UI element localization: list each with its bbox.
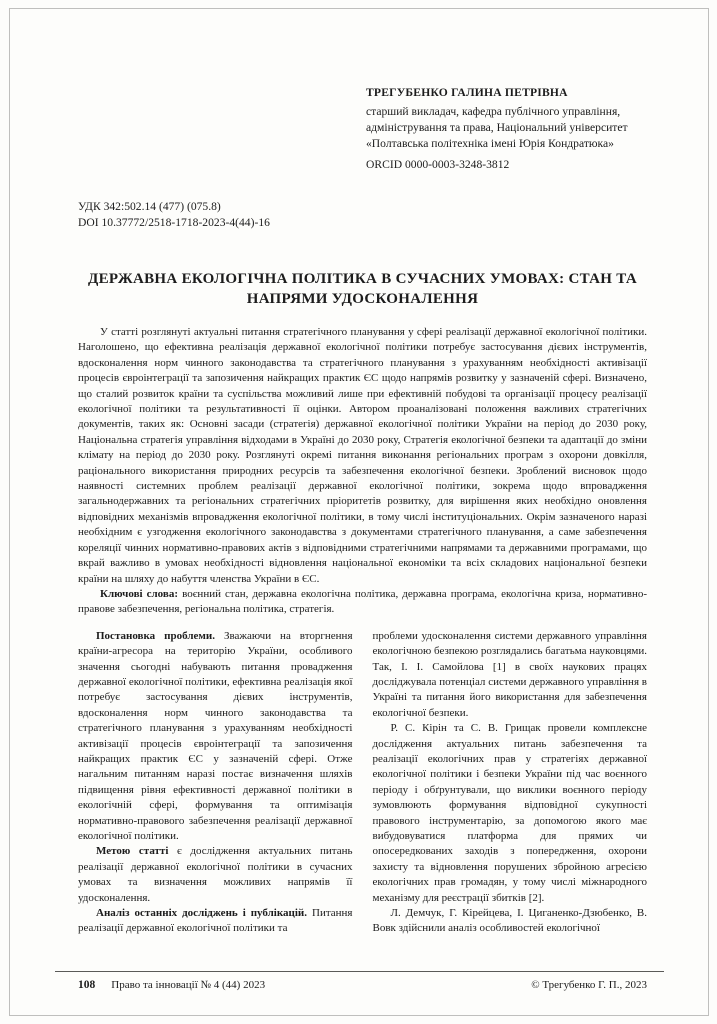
author-affiliation: старший викладач, кафедра публічного управління, адміністрування та права, Національний університет «Полтавська політехніка імені Юрія Кондратюка»: [366, 105, 628, 150]
paragraph: [373, 906, 648, 937]
udk-code: УДК 342:502.14 (477) (075.8): [78, 200, 221, 213]
paragraph-text: Л. Демчук, Г. Кірейцева, І. Циганенко-Дзюбенко, В. Вовк здійснили аналіз особливостей екологічної: [372, 907, 647, 935]
author-block: [366, 85, 647, 173]
keywords-text: воєнний стан, державна екологічна політика, державна програма, екологічна криза, нормативно-правове забезпечення, регіональна політика, стратегія.: [78, 587, 648, 616]
paragraph: [373, 721, 648, 906]
paragraph-lead: Постановка проблеми.: [96, 629, 215, 642]
paragraph-lead: Метою статті: [96, 845, 169, 858]
paragraph-text: Р. С. Кірін та С. В. Грищак провели комплексне дослідження актуальних питань забезпечення та реалізації екологічних прав у стратегіях державної екологічної політики і безпеки України під час воєнного періоду і обґрунтували, що виклики воєнного періоду зумовлюють формування відповідної сукупності правового інструментарію, за допомогою якого має вибудовуватися платформа для прямих чи опосередкованих заходів з попередження, охорони захисту та відновлення порушених збройною агресією екологічних прав громадян, у тому числі міжнародного механізму для реєстрації збитків [2].: [372, 722, 647, 904]
article-title: ДЕРЖАВНА ЕКОЛОГІЧНА ПОЛІТИКА В СУЧАСНИХ УМОВАХ: СТАН ТА НАПРЯМИ УДОСКОНАЛЕННЯ: [88, 271, 637, 307]
column-right: [373, 629, 648, 937]
author-name: ТРЕГУБЕНКО ГАЛИНА ПЕТРІВНА: [366, 86, 568, 99]
page-number: 108: [78, 979, 96, 991]
paragraph: [78, 906, 353, 937]
keywords-label: Ключові слова:: [100, 587, 179, 600]
paragraph-text: Зважаючи на вторгнення країни-агресора на територію України, особливого значення сьогодні набувають питання провадження державної екологічної політики, ефективна реалізація якої потребує застосування дієвих інструментів, вдосконалення норм чинного законодавства та стратегічного планування з урахуванням необхідності активізації процесів євроінтеграції та запозичення найкращих практик ЄС у зазначеній сфері. Отже нагальним питанням наразі постає визначення шляхів підвищення рівня ефективності державної політики в екологічній сфері, формування та оптимізація нормативно-правового забезпечення реалізації державної екологічної політики.: [78, 629, 353, 842]
page-content: [78, 0, 647, 937]
doi-code: DOI 10.37772/2518-1718-2023-4(44)-16: [78, 216, 270, 229]
journal-title: Право та інновації № 4 (44) 2023: [111, 979, 266, 991]
keywords: [78, 587, 647, 618]
author-orcid: ORCID 0000-0003-3248-3812: [366, 158, 510, 171]
paragraph-lead: Аналіз останніх досліджень і публікацій.: [96, 907, 308, 920]
paragraph: [373, 629, 648, 721]
abstract: У статті розглянуті актуальні питання стратегічного планування у сфері реалізації державної екологічної політики. Наголошено, що ефективна реалізація державної екологічної політики потребує застосування дієвих інструментів, вдосконалення норм чинного законодавства та стратегічного планування з урахуванням необхідності активізації процесів євроінтеграції та запозичення найкращих практик ЄС щодо напрямів розвитку у зазначеній сфері. Визначено, що сталий розвиток країни та суспільства можливий лише при ефективній побудові та організації процесу реалізації екологічної політики та результативності її оцінки. Автором проаналізовані положення важливих стратегічних документів, таких як: Основні засади (стратегія) державної екологічної політики України на період до 2030 року, Національна стратегія управління відходами в Україні до 2030 року, Стратегія екологічної безпеки та адаптації до зміни клімату на період до 2030 року. Розглянуті окремі питання виконання регіональних програм з охорони довкілля, раціонального використання природних ресурсів та забезпечення екологічної безпеки. Зроблений висновок щодо наявності системних проблем реалізації державної екологічної політики, зокрема щодо впровадження загальнодержавних та регіональних стратегічних пріоритетів розвитку, для вирішення яких необхідно оновлення відповідних механізмів впровадження екологічної політики, в тому числі інституціональних. Окрім зазначеного наразі необхідним є узгодження екологічного законодавства з документами стратегічного планування, а саме забезпечення кореляції чинних нормативно-правових актів з відповідними стратегічними напрямами та державними програмами, що вкрай важливо в умовах необхідності відновлення національної економіки та всіх складових національної безпеки країни на шляху до набуття членства України в ЄС.: [78, 326, 647, 585]
paragraph-text: є дослідження актуальних питань реалізації державної екологічної політики в сучасних умовах та визначення можливих напрямів її удосконалення.: [78, 845, 353, 904]
paragraph-text: проблеми удосконалення системи державного управління екологічною безпекою розглядались багатьма науковцями. Так, І. І. Самойлова [1] в своїх наукових працях досліджувала потенціал системи державного управління в Україні та питання його використання для забезпечення екологічної безпеки.: [372, 629, 647, 719]
body-columns: [78, 629, 647, 937]
paragraph: [78, 844, 353, 906]
article-codes: [78, 199, 647, 231]
copyright: © Трегубенко Г. П., 2023: [531, 979, 647, 991]
paragraph: [78, 629, 353, 845]
paragraph-text: Питання реалізації державної екологічної політики та: [78, 907, 353, 935]
column-left: [78, 629, 353, 937]
footer: [78, 979, 647, 991]
footer-rule: [55, 971, 664, 972]
